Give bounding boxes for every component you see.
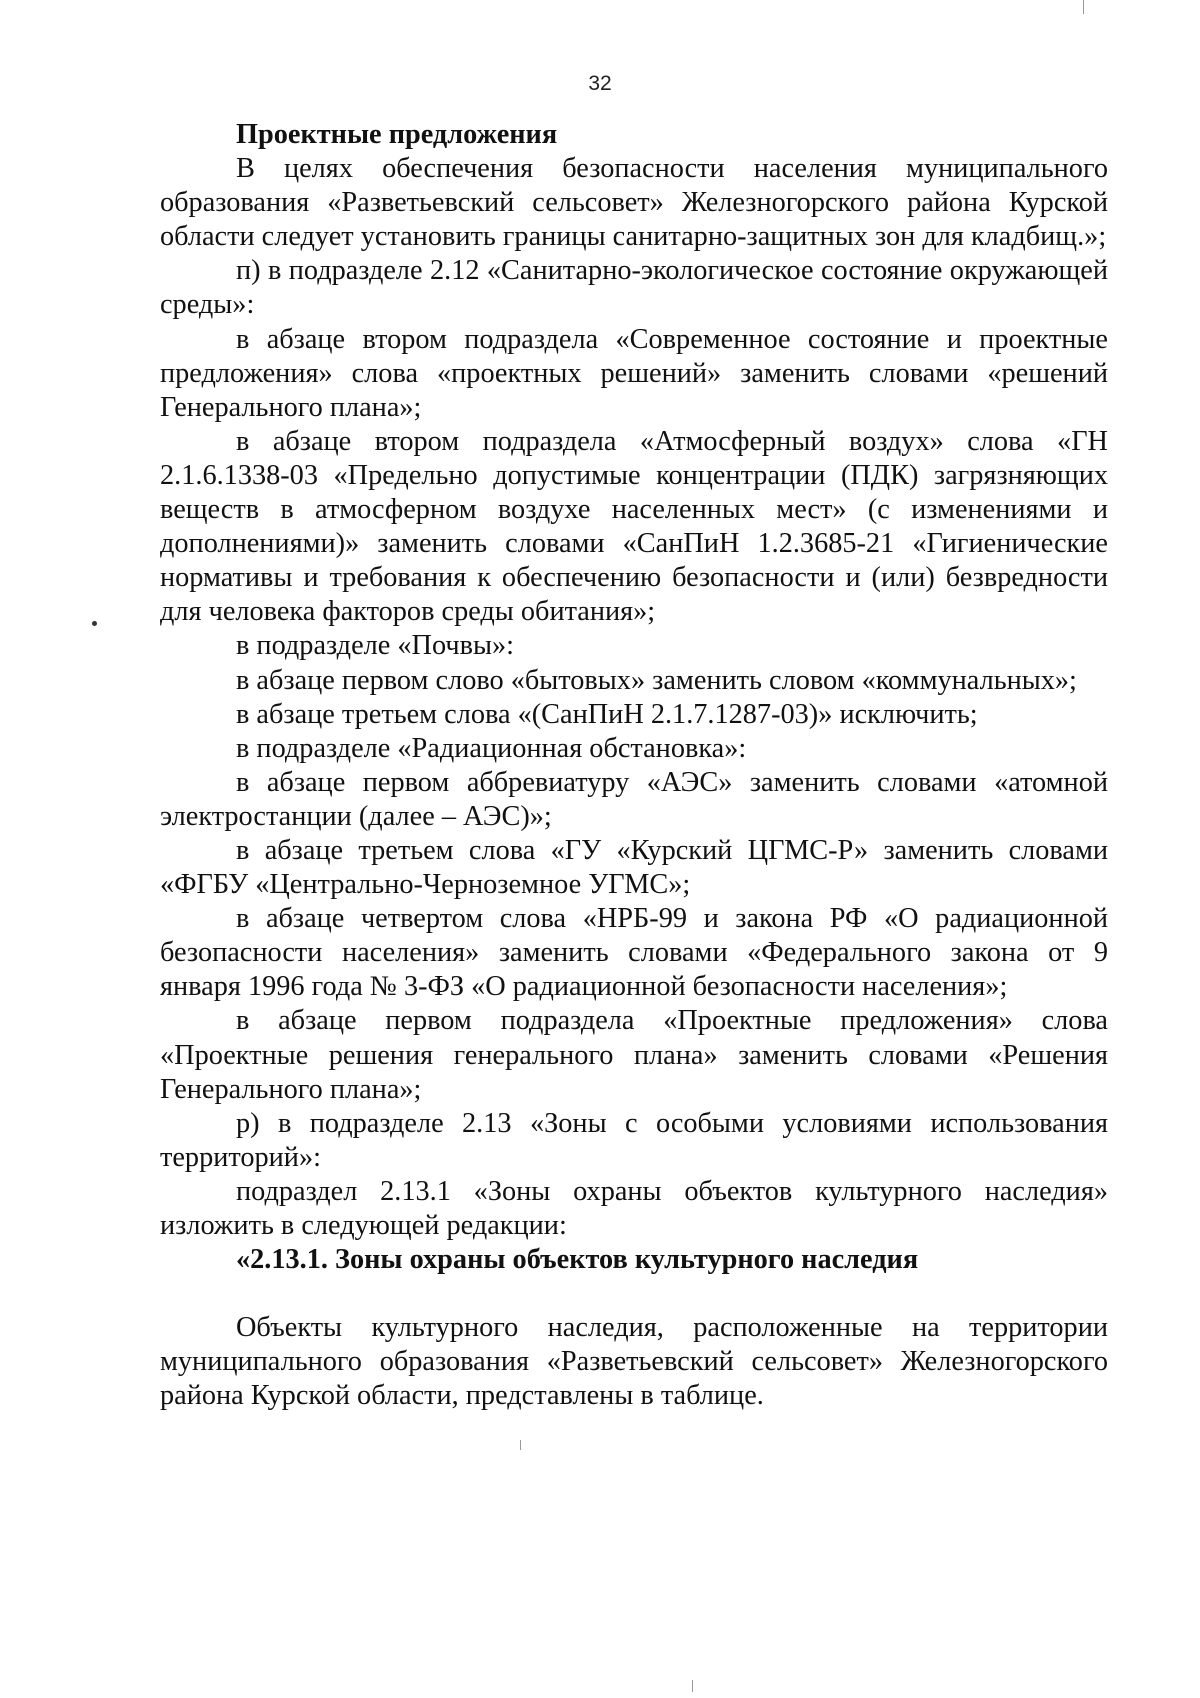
paragraph: в абзаце первом подраздела «Проектные предложения» слова «Проектные решения генерального плана» заменить словами «Решения Генерального плана»; (160, 1005, 1108, 1105)
paragraph: в подразделе «Радиационная обстановка»: (236, 732, 747, 764)
section-heading: «2.13.1. Зоны охраны объектов культурного наследия (236, 1244, 919, 1276)
paragraph: подраздел 2.13.1 «Зоны охраны объектов культурного наследия» изложить в следующей редакции: (160, 1175, 1108, 1241)
paragraph: р) в подразделе 2.13 «Зоны с особыми условиями использования территорий»: (160, 1107, 1108, 1173)
scan-speck (92, 621, 97, 626)
paragraph: п) в подразделе 2.12 «Санитарно-экологическое состояние окружающей среды»: (160, 255, 1108, 321)
page-number: 32 (588, 72, 612, 95)
paragraph: в абзаце втором подраздела «Современное состояние и проектные предложения» слова «проектных решений» заменить словами «решений Генерального плана»; (160, 323, 1108, 423)
paragraph: в абзаце первом слово «бытовых» заменить словом «коммунальных»; (236, 664, 1077, 696)
paragraph: в абзаце втором подраздела «Атмосферный воздух» слова «ГН 2.1.6.1338-03 «Предельно допустимые концентрации (ПДК) загрязняющих веществ в атмосферном воздухе населенных мест» (с изменениями и дополнениями)» заменить словами «СанПиН 1.2.3685-21 «Гигиенические нормативы и требования к обеспечению безопасности и (или) безвредности для человека факторов среды обитания»; (160, 425, 1108, 628)
closing-paragraph: Объекты культурного наследия, расположенные на территории муниципального образования «Разветьевский сельсовет» Железногорского района Курской области, представлены в таблице. (160, 1312, 1108, 1412)
scan-mark (520, 1440, 521, 1450)
paragraph: В целях обеспечения безопасности населения муниципального образования «Разветьевский сельсовет» Железногорского района Курской области следует установить границы санитарно-защитных зон для кладбищ.»; (160, 153, 1108, 253)
paragraph: в абзаце третьем слова «(СанПиН 2.1.7.1287-03)» исключить; (236, 698, 978, 730)
paragraph: в абзаце первом аббревиатуру «АЭС» заменить словами «атомной электростанции (далее – АЭС)»; (160, 766, 1108, 832)
paragraph: в подразделе «Почвы»: (236, 630, 515, 662)
heading-project-proposals: Проектные предложения (236, 119, 558, 150)
document-body (160, 118, 1108, 1413)
paragraph: в абзаце четвертом слова «НРБ-99 и закона РФ «О радиационной безопасности населения» заменить словами «Федерального закона от 9 января 1996 года № 3-ФЗ «О радиационной безопасности населения»; (160, 903, 1108, 1003)
scan-mark (1083, 0, 1084, 14)
spacer (160, 1277, 1108, 1311)
paragraph: в абзаце третьем слова «ГУ «Курский ЦГМС-Р» заменить словами «ФГБУ «Центрально-Черноземное УГМС»; (160, 834, 1108, 901)
scan-mark (692, 1680, 693, 1692)
